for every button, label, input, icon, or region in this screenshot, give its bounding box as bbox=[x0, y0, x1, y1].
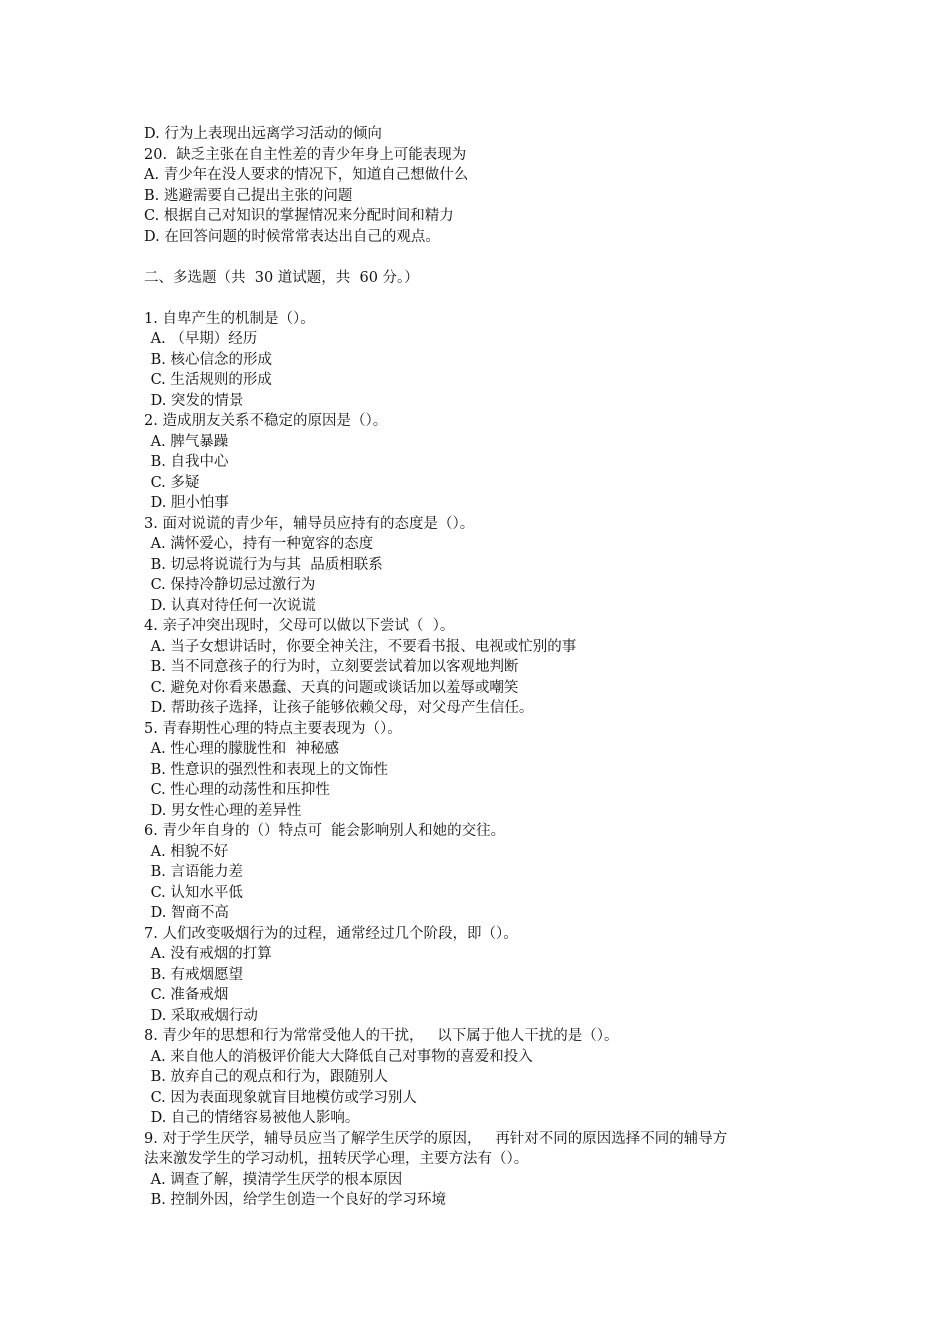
q7-option-a: A. 没有戒烟的打算 bbox=[146, 946, 272, 962]
q4-option-a: A. 当子女想讲话时，你要全神关注，不要看书报、电视或忙别的事 bbox=[146, 638, 577, 655]
q4-option-d: D. 帮助孩子选择，让孩子能够依赖父母，对父母产生信任。 bbox=[146, 700, 534, 716]
q1-option-d: D. 突发的情景 bbox=[146, 392, 244, 409]
q1-stem: 1. 自卑产生的机制是（）。 bbox=[144, 310, 315, 327]
q8-stem: 8. 青少年的思想和行为常常受他人的干扰， 以下属于他人干扰的是（）。 bbox=[144, 1028, 619, 1044]
q5-option-c: C. 性心理的动荡性和压抑性 bbox=[146, 782, 330, 798]
q1-option-b: B. 核心信念的形成 bbox=[146, 351, 272, 368]
q3-option-b: B. 切忌将说谎行为与其 品质相联系 bbox=[146, 556, 383, 573]
q1-option-a: A. （早期）经历 bbox=[146, 331, 258, 347]
q9-option-a: A. 调查了解，摸清学生厌学的根本原因 bbox=[146, 1171, 403, 1188]
q9-stem-line1: 9. 对于学生厌学，辅导员应当了解学生厌学的原因， 再针对不同的原因选择不同的辅导方 bbox=[144, 1130, 728, 1147]
q8-option-d: D. 自己的情绪容易被他人影响。 bbox=[146, 1110, 360, 1126]
q2-option-c: C. 多疑 bbox=[146, 474, 200, 491]
q7-option-d: D. 采取戒烟行动 bbox=[146, 1007, 258, 1024]
q20-stem: 20. 缺乏主张在自主性差的青少年身上可能表现为 bbox=[144, 146, 467, 163]
blank-line bbox=[144, 288, 844, 309]
q20-option-b: B. 逃避需要自己提出主张的问题 bbox=[144, 187, 353, 204]
q6-option-c: C. 认知水平低 bbox=[146, 884, 243, 901]
q5-option-b: B. 性意识的强烈性和表现上的文饰性 bbox=[146, 761, 388, 778]
q9-option-b: B. 控制外因，给学生创造一个良好的学习环境 bbox=[146, 1192, 446, 1208]
q5-stem: 5. 青春期性心理的特点主要表现为（）。 bbox=[144, 720, 402, 737]
q2-stem: 2. 造成朋友关系不稳定的原因是（）。 bbox=[144, 413, 388, 429]
q8-option-b: B. 放弃自己的观点和行为，跟随别人 bbox=[146, 1069, 388, 1085]
q6-option-d: D. 智商不高 bbox=[146, 905, 229, 921]
q6-option-b: B. 言语能力差 bbox=[146, 864, 243, 880]
q3-option-d: D. 认真对待任何一次说谎 bbox=[146, 597, 316, 614]
q4-stem: 4. 亲子冲突出现时，父母可以做以下尝试（ ）。 bbox=[144, 618, 455, 634]
q1-option-c: C. 生活规则的形成 bbox=[146, 372, 272, 388]
q2-option-d: D. 胆小怕事 bbox=[146, 495, 229, 511]
document-page bbox=[144, 124, 844, 1211]
q5-option-a: A. 性心理的朦胧性和 神秘感 bbox=[146, 741, 340, 757]
q3-option-c: C. 保持冷静切忌过激行为 bbox=[146, 577, 316, 593]
q8-option-c: C. 因为表面现象就盲目地模仿或学习别人 bbox=[146, 1089, 417, 1106]
q2-option-b: B. 自我中心 bbox=[146, 454, 229, 470]
q8-option-a: A. 来自他人的消极评价能大大降低自己对事物的喜爱和投入 bbox=[146, 1048, 533, 1065]
q3-stem: 3. 面对说谎的青少年，辅导员应持有的态度是（）。 bbox=[144, 515, 475, 532]
q20-option-c: C. 根据自己对知识的掌握情况来分配时间和精力 bbox=[144, 208, 454, 224]
q20-option-a: A. 青少年在没人要求的情况下，知道自己想做什么 bbox=[144, 167, 469, 183]
q19-option-d: D. 行为上表现出远离学习活动的倾向 bbox=[144, 126, 382, 142]
q6-option-a: A. 相貌不好 bbox=[146, 843, 229, 860]
q7-option-b: B. 有戒烟愿望 bbox=[146, 966, 243, 983]
q20-option-d: D. 在回答问题的时候常常表达出自己的观点。 bbox=[144, 228, 440, 245]
blank-line bbox=[144, 247, 844, 268]
q9-stem-line2: 法来激发学生的学习动机，扭转厌学心理，主要方法有（）。 bbox=[144, 1151, 529, 1167]
q6-stem: 6. 青少年自身的（）特点可 能会影响别人和她的交往。 bbox=[144, 823, 506, 839]
section-title: 二、多选题（共 30 道试题，共 60 分。） bbox=[144, 269, 419, 286]
q7-stem: 7. 人们改变吸烟行为的过程，通常经过几个阶段，即（）。 bbox=[144, 925, 518, 942]
q4-option-b: B. 当不同意孩子的行为时，立刻要尝试着加以客观地判断 bbox=[146, 659, 519, 675]
q7-option-c: C. 准备戒烟 bbox=[146, 987, 229, 1003]
q4-option-c: C. 避免对你看来愚蠢、天真的问题或谈话加以羞辱或嘲笑 bbox=[146, 679, 519, 696]
q2-option-a: A. 脾气暴躁 bbox=[146, 433, 229, 450]
q5-option-d: D. 男女性心理的差异性 bbox=[146, 802, 302, 819]
q3-option-a: A. 满怀爱心，持有一种宽容的态度 bbox=[146, 536, 374, 552]
